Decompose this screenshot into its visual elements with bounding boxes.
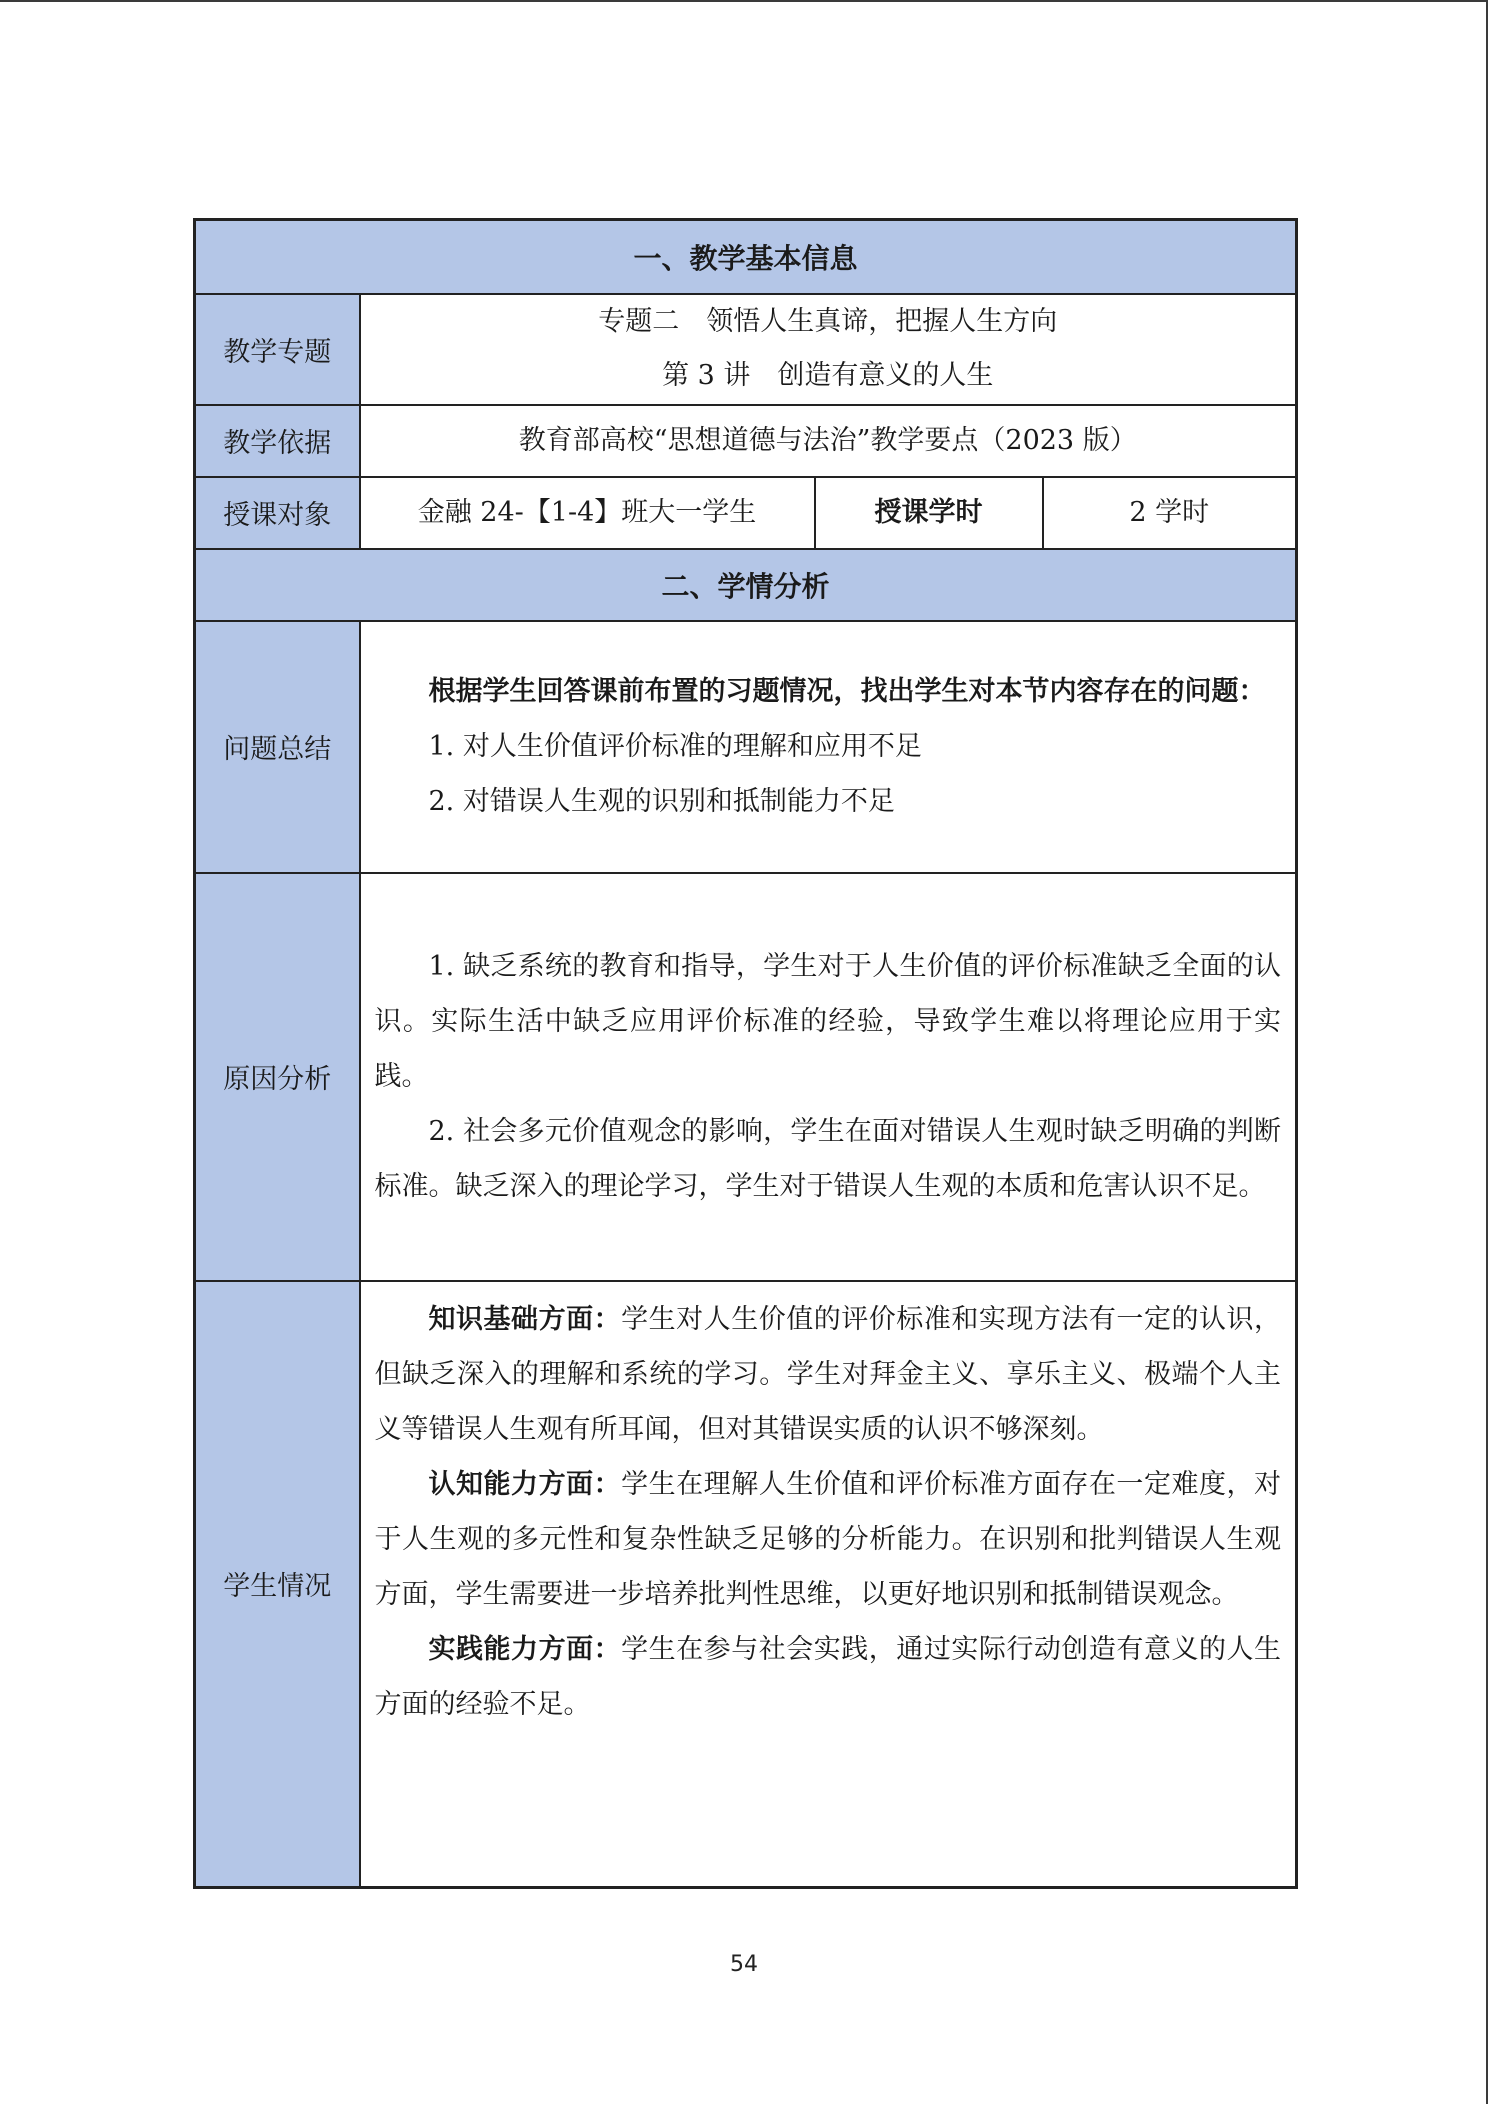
- student-item-practice: 实践能力方面：学生在参与社会实践，通过实际行动创造有意义的人生方面的经验不足。: [374, 1633, 1282, 1720]
- section-1-heading: 一、教学基本信息: [195, 220, 1297, 294]
- top-border-line: [0, 0, 1488, 2]
- hours-label: 授课学时: [815, 477, 1043, 549]
- audience-label: 授课对象: [195, 477, 360, 549]
- topic-label: 教学专题: [195, 294, 360, 405]
- problems-label: 问题总结: [195, 621, 360, 873]
- topic-line-1: 专题二 领悟人生真谛，把握人生方向: [598, 306, 1058, 337]
- basis-label: 教学依据: [195, 405, 360, 477]
- cause-item: 1. 缺乏系统的教育和指导，学生对于人生价值的评价标准缺乏全面的认识。实际生活中缺乏应用评价标准的经验，导致学生难以将理论应用于实践。: [374, 951, 1282, 1092]
- cause-item: 2. 社会多元价值观念的影响，学生在面对错误人生观时缺乏明确的判断标准。缺乏深入的理论学习，学生对于错误人生观的本质和危害认识不足。: [374, 1116, 1282, 1202]
- page-number: 54: [730, 1952, 758, 1977]
- causes-label: 原因分析: [195, 873, 360, 1281]
- student-content: [360, 1281, 1297, 1888]
- hours-value: 2 学时: [1043, 477, 1297, 549]
- problem-item: 2. 对错误人生观的识别和抵制能力不足: [428, 786, 895, 817]
- section-2-heading: 二、学情分析: [195, 549, 1297, 621]
- causes-content: [360, 873, 1297, 1281]
- problem-item: 1. 对人生价值评价标准的理解和应用不足: [428, 731, 922, 762]
- student-label: 学生情况: [195, 1281, 360, 1888]
- student-item-knowledge: 知识基础方面：学生对人生价值的评价标准和实现方法有一定的认识，但缺乏深入的理解和系统的学习。学生对拜金主义、享乐主义、极端个人主义等错误人生观有所耳闻，但对其错误实质的认识不够深刻。: [374, 1303, 1282, 1445]
- teaching-info-table: [193, 218, 1298, 1889]
- basis-value: 教育部高校“思想道德与法治”教学要点（2023 版）: [360, 405, 1297, 477]
- problems-intro: 根据学生回答课前布置的习题情况，找出学生对本节内容存在的问题：: [428, 676, 1266, 707]
- problems-content: [360, 621, 1297, 873]
- audience-value: 金融 24-【1-4】班大一学生: [360, 477, 815, 549]
- topic-line-2: 第 3 讲 创造有意义的人生: [662, 360, 994, 391]
- student-item-cognitive: 认知能力方面：学生在理解人生价值和评价标准方面存在一定难度，对于人生观的多元性和复杂性缺乏足够的分析能力。在识别和批判错误人生观方面，学生需要进一步培养批判性思维，以更好地识别和抵制错误观念。: [374, 1468, 1282, 1610]
- topic-value: [360, 294, 1297, 405]
